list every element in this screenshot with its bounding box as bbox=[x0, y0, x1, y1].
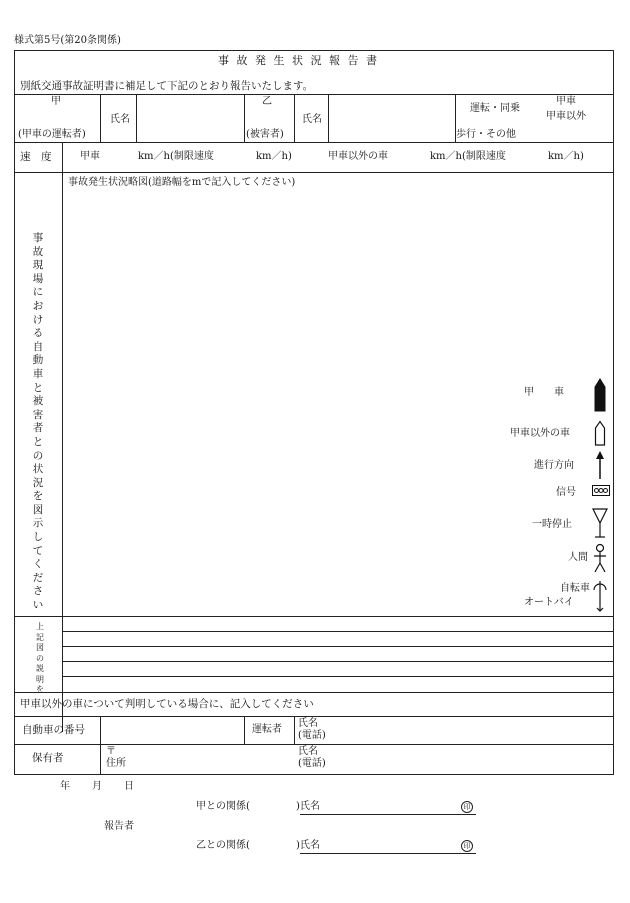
ko-label: 甲 bbox=[51, 96, 61, 107]
divider bbox=[100, 716, 101, 774]
postal-mark: 〒 bbox=[106, 746, 116, 757]
otsu-sublabel: (被害者) bbox=[246, 129, 284, 140]
reporter-label: 報告者 bbox=[104, 821, 134, 832]
date-year: 年 bbox=[60, 781, 70, 792]
arrow-up-icon bbox=[594, 450, 606, 480]
diagram-caption: 事故発生状況略図(道路幅をmで記入してください) bbox=[68, 177, 296, 188]
divider bbox=[294, 716, 295, 744]
legend-label: 信号 bbox=[556, 487, 576, 498]
bicycle-icon bbox=[592, 578, 608, 612]
explanation-line bbox=[62, 646, 614, 647]
legend-label: 進行方向 bbox=[534, 460, 574, 471]
diagram-side-label: 事故現場における自動車と被害者との状況を図示してください bbox=[32, 232, 44, 612]
vehicle-other: 甲車以外 bbox=[546, 111, 586, 122]
person-icon bbox=[592, 543, 608, 573]
vehicle-ko: 甲車 bbox=[556, 96, 576, 107]
signal-icon bbox=[592, 485, 610, 497]
relation-otsu-close: ) bbox=[296, 840, 300, 851]
relation-otsu-label: 乙との関係( bbox=[196, 840, 250, 851]
signature-line bbox=[300, 814, 476, 815]
owner-phone-label: (電話) bbox=[298, 758, 326, 769]
divider bbox=[244, 94, 245, 142]
divider bbox=[14, 142, 614, 143]
divider bbox=[14, 94, 614, 95]
driver-phone-label: (電話) bbox=[298, 730, 326, 741]
speed-other-car: 甲車以外の車 bbox=[328, 151, 388, 162]
legend-label: 甲 車 bbox=[524, 387, 564, 398]
other-vehicle-note: 甲車以外の車について判明している場合に、記入してください bbox=[20, 698, 314, 710]
seal-mark: 印 bbox=[461, 801, 473, 813]
speed-other-unit: km／h(制限速度 bbox=[430, 151, 506, 162]
driver-name-label: 氏名 bbox=[298, 718, 318, 729]
explanation-line bbox=[62, 661, 614, 662]
divider bbox=[328, 94, 329, 142]
speed-ko-car: 甲車 bbox=[80, 151, 100, 162]
relation-ko-close: ) bbox=[296, 801, 300, 812]
divider bbox=[136, 94, 137, 142]
otsu-label: 乙 bbox=[262, 96, 272, 107]
date-month: 月 bbox=[92, 781, 102, 792]
filled-car-icon bbox=[594, 378, 606, 412]
owner-name-label: 氏名 bbox=[298, 746, 318, 757]
legend-label: 人間 bbox=[568, 552, 588, 563]
intro-text: 別紙交通事故証明書に補足して下記のとおり報告いたします。 bbox=[20, 80, 314, 92]
legend-label: 自転車 bbox=[560, 583, 590, 594]
explanation-label: 上記図の説明を bbox=[36, 622, 44, 694]
date-day: 日 bbox=[124, 781, 134, 792]
divider bbox=[14, 616, 614, 617]
ko-sublabel: (甲車の運転者) bbox=[18, 129, 86, 140]
category-drive: 運転・同乗 bbox=[470, 103, 520, 114]
speed-other-limit: km／h) bbox=[548, 151, 584, 162]
seal-mark: 印 bbox=[461, 840, 473, 852]
form-title: 事 故 発 生 状 況 報 告 書 bbox=[218, 54, 379, 67]
divider bbox=[14, 744, 614, 745]
form-reference: 様式第5号(第20条関係) bbox=[14, 35, 121, 46]
name-label-ko: 氏名 bbox=[110, 114, 130, 125]
stop-sign-icon bbox=[592, 508, 608, 538]
explanation-line bbox=[62, 631, 614, 632]
address-label: 住所 bbox=[106, 758, 126, 769]
car-number-label: 自動車の番号 bbox=[22, 724, 85, 736]
divider bbox=[244, 716, 245, 744]
relation-otsu-name-label: 氏名 bbox=[300, 840, 320, 851]
relation-ko-name-label: 氏名 bbox=[300, 801, 320, 812]
legend-label: オートバイ bbox=[524, 597, 574, 608]
category-walk: 歩行・その他 bbox=[456, 129, 516, 140]
divider bbox=[14, 692, 614, 693]
relation-ko-label: 甲との関係( bbox=[196, 801, 250, 812]
name-label-otsu: 氏名 bbox=[302, 114, 322, 125]
legend-label: 甲車以外の車 bbox=[510, 428, 570, 439]
legend-label: 一時停止 bbox=[532, 519, 572, 530]
divider bbox=[62, 142, 63, 732]
speed-ko-limit: km／h) bbox=[256, 151, 292, 162]
divider bbox=[294, 94, 295, 142]
divider bbox=[100, 94, 101, 142]
divider bbox=[14, 716, 614, 717]
explanation-line bbox=[62, 676, 614, 677]
divider bbox=[14, 172, 614, 173]
speed-ko-unit: km／h(制限速度 bbox=[138, 151, 214, 162]
signature-line bbox=[300, 853, 476, 854]
report-form bbox=[14, 50, 614, 775]
driver-label: 運転者 bbox=[252, 724, 282, 735]
outline-car-icon bbox=[594, 420, 606, 446]
speed-label: 速 度 bbox=[20, 151, 52, 163]
owner-label: 保有者 bbox=[32, 752, 64, 764]
